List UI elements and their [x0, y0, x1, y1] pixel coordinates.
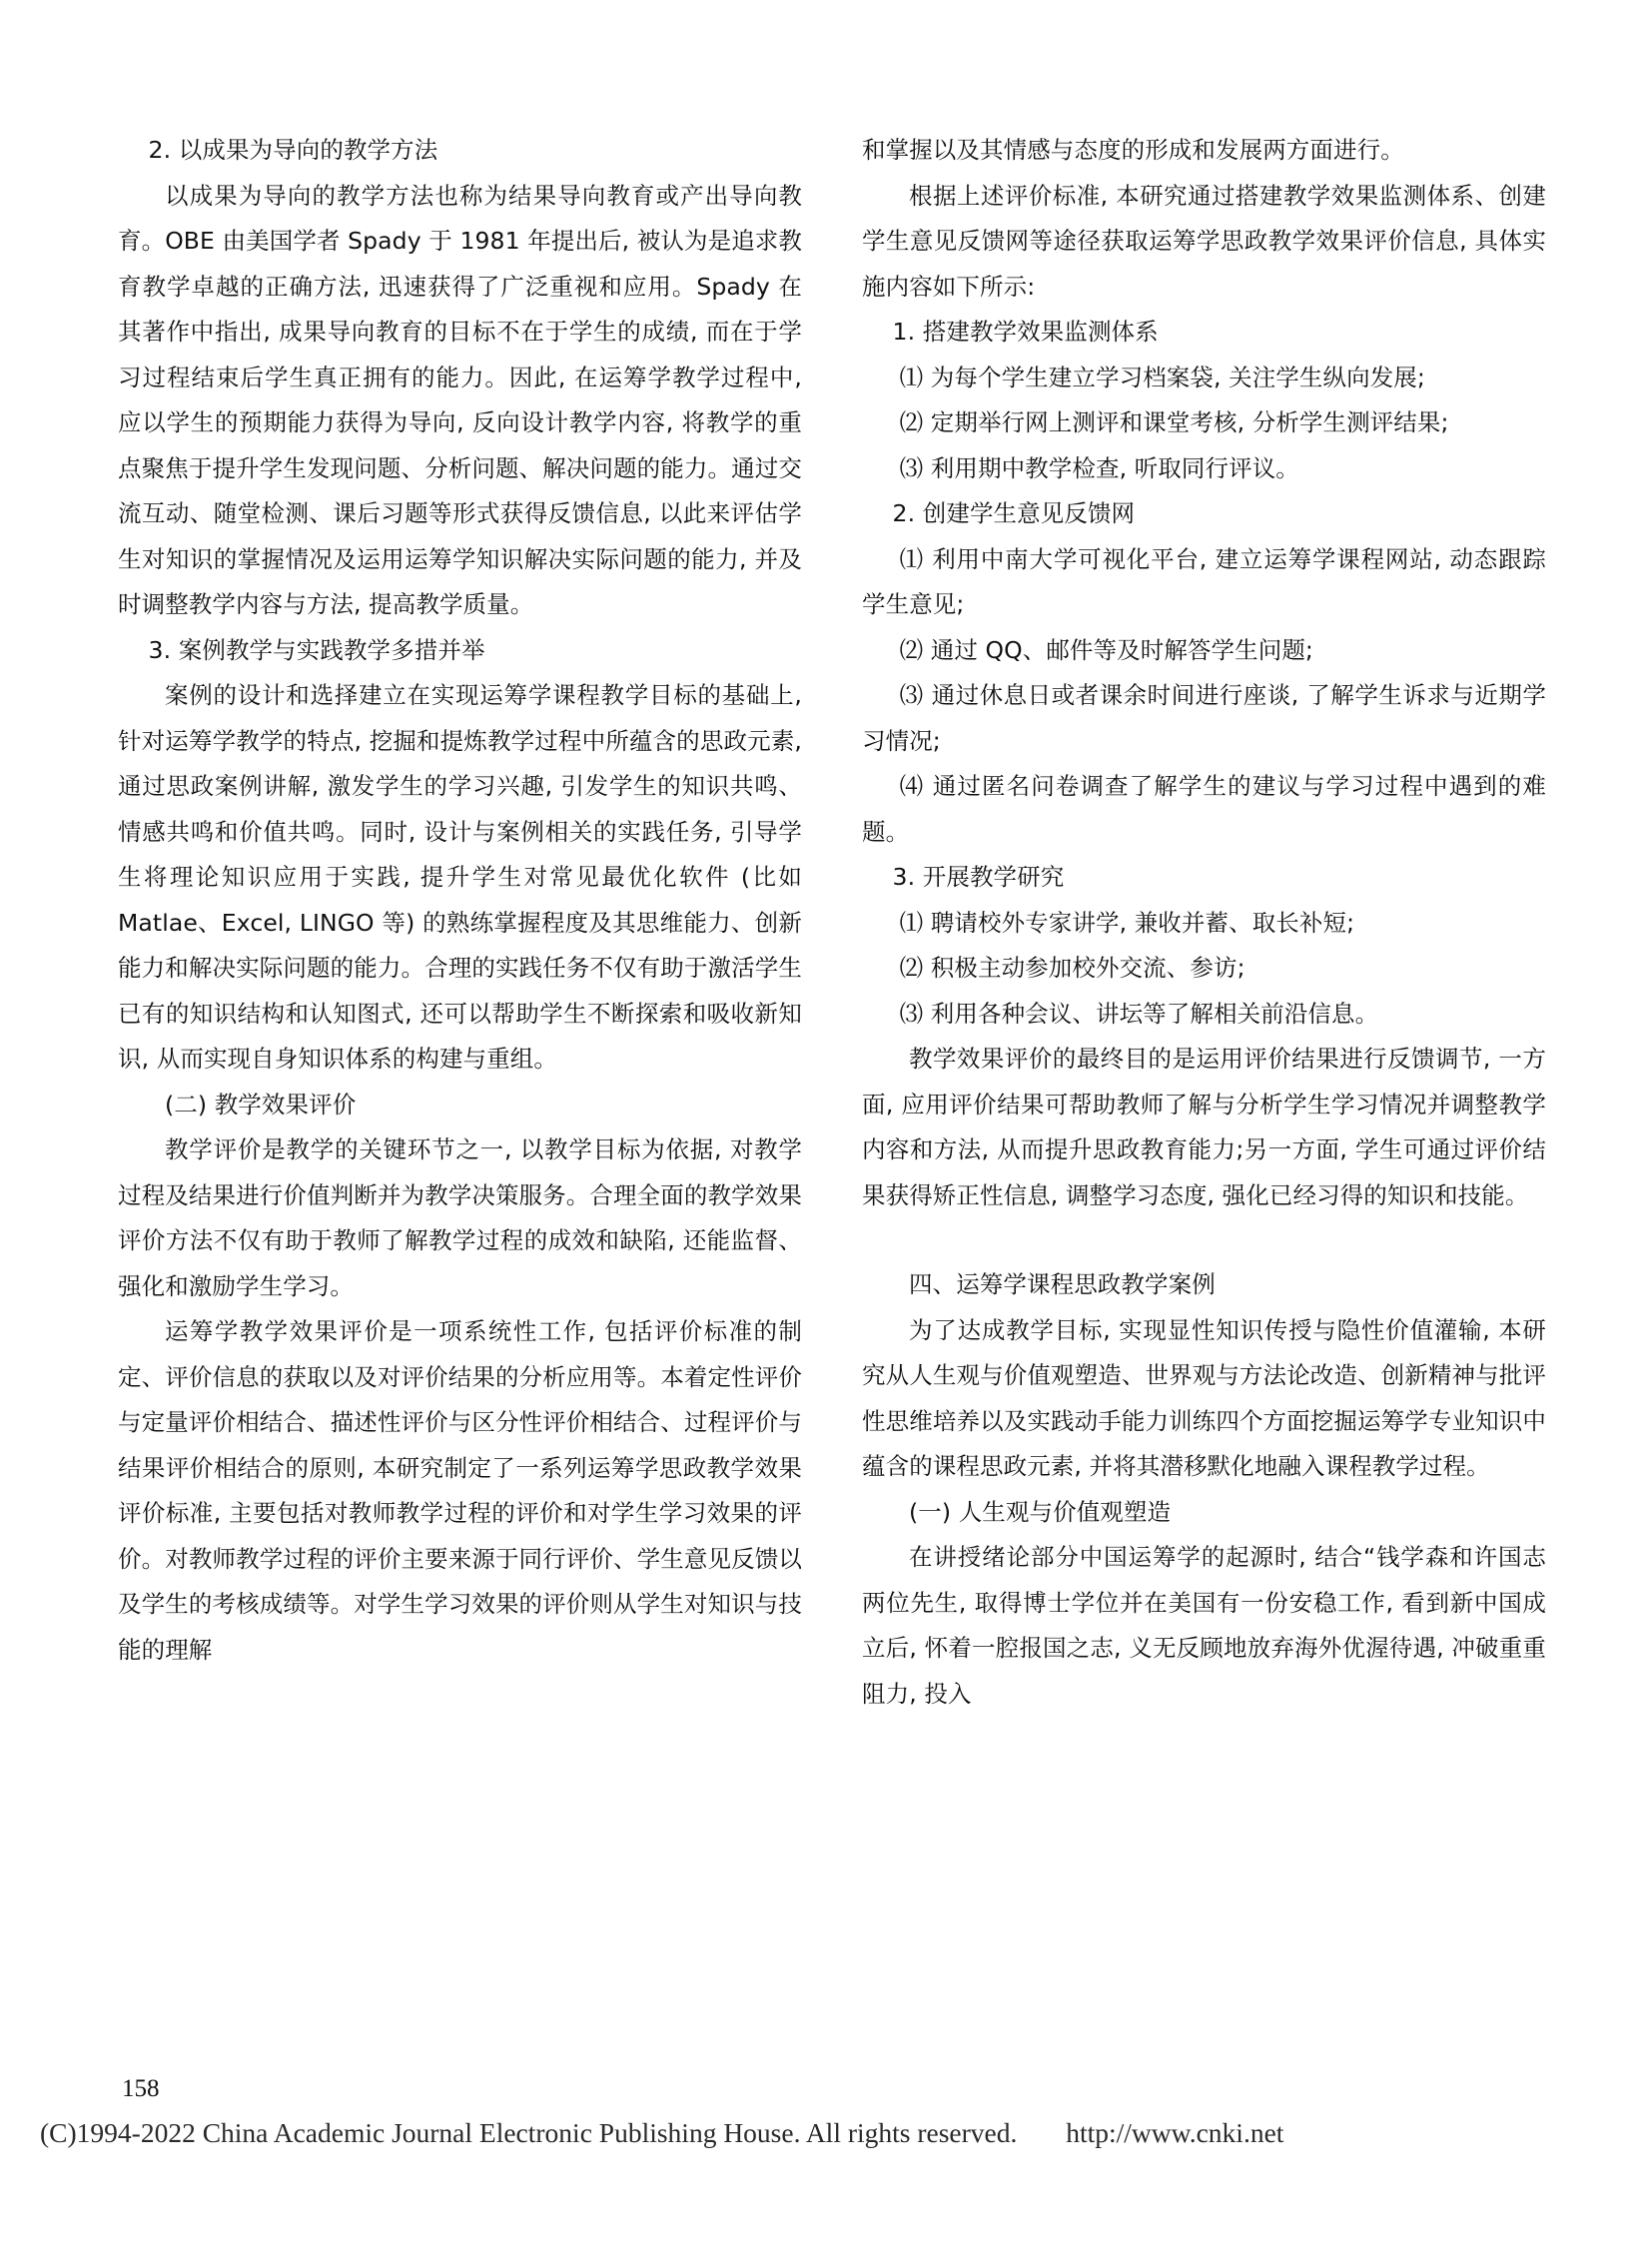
section-spacer [862, 1218, 1546, 1262]
list-item-2-2: ⑵ 通过 QQ、邮件等及时解答学生问题; [899, 635, 1313, 664]
two-column-body [118, 128, 1546, 1717]
right-column [862, 128, 1546, 1717]
footer-copyright-bar [40, 2117, 1618, 2149]
list-item-1-1: ⑴ 为每个学生建立学习档案袋, 关注学生纵向发展; [899, 363, 1425, 391]
heading-section-four-cases: 四、运筹学课程思政教学案例 [909, 1270, 1216, 1298]
paragraph-continued-understanding: 和掌握以及其情感与态度的形成和发展两方面进行。 [862, 136, 1404, 164]
paragraph-obe-intro: 以成果为导向的教学方法也称为结果导向教育或产出导向教育。OBE 由美国学者 Spady 于 1981 年提出后, 被认为是追求教育教学卓越的正确方法, 迅速获得了广泛重视和应用。Spady 在其著作中指出, 成果导向教育的目标不在于学生的成绩, 而在于学习过程结束后学生真正拥有的能力。因此, 在运筹学教学过程中, 应以学生的预期能力获得为导向, 反向设计教学内容, 将教学的重点聚焦于提升学生发现问题、分析问题、解决问题的能力。通过交流互动、随堂检测、课后习题等形式获得反馈信息, 以此来评估学生对知识的掌握情况及运用运筹学知识解决实际问题的能力, 并及时调整教学内容与方法, 提高教学质量。 [118, 181, 802, 618]
heading-2-feedback-network: 2. 创建学生意见反馈网 [892, 499, 1136, 527]
list-item-3-3: ⑶ 利用各种会议、讲坛等了解相关前沿信息。 [899, 999, 1379, 1028]
heading-3-teaching-research: 3. 开展教学研究 [892, 863, 1065, 891]
left-column [118, 128, 802, 1717]
heading-1-monitoring-system: 1. 搭建教学效果监测体系 [892, 318, 1159, 346]
paragraph-evaluation-key-link: 教学评价是教学的关键环节之一, 以教学目标为依据, 对教学过程及结果进行价值判断并为教学决策服务。合理全面的教学效果评价方法不仅有助于教师了解教学过程的成效和缺陷, 还能监督、强化和激励学生学习。 [118, 1135, 802, 1300]
list-item-3-1: ⑴ 聘请校外专家讲学, 兼收并蓄、取长补短; [899, 908, 1355, 937]
heading-3-case-practice-teaching: 3. 案例教学与实践教学多措并举 [148, 635, 485, 664]
paragraph-four-intro: 为了达成教学目标, 实现显性知识传授与隐性价值灌输, 本研究从人生观与价值观塑造、世界观与方法论改造、创新精神与批评性思维培养以及实践动手能力训练四个方面挖掘运筹学专业知识中蕴含的课程思政元素, 并将其潜移默化地融入课程教学过程。 [862, 1315, 1546, 1480]
list-item-2-1: ⑴ 利用中南大学可视化平台, 建立运筹学课程网站, 动态跟踪学生意见; [862, 544, 1546, 618]
footer-url: http://www.cnki.net [1066, 2117, 1284, 2148]
list-item-2-4: ⑷ 通过匿名问卷调查了解学生的建议与学习过程中遇到的难题。 [862, 772, 1546, 846]
paragraph-evaluation-implementation: 根据上述评价标准, 本研究通过搭建教学效果监测体系、创建学生意见反馈网等途径获取运筹学思政教学效果评价信息, 具体实施内容如下所示: [862, 181, 1546, 301]
list-item-2-3: ⑶ 通过休息日或者课余时间进行座谈, 了解学生诉求与近期学习情况; [862, 681, 1546, 755]
list-item-3-2: ⑵ 积极主动参加校外交流、参访; [899, 954, 1245, 982]
heading-sub-one-life-values: (一) 人生观与价值观塑造 [909, 1497, 1172, 1526]
paragraph-qian-xuesen-case: 在讲授绪论部分中国运筹学的起源时, 结合“钱学森和许国志两位先生, 取得博士学位并在美国有一份安稳工作, 看到新中国成立后, 怀着一腔报国之志, 义无反顾地放弃海外优渥待遇, 冲破重重阻力, 投入 [862, 1543, 1546, 1708]
paragraph-case-design: 案例的设计和选择建立在实现运筹学课程教学目标的基础上, 针对运筹学教学的特点, 挖掘和提炼教学过程中所蕴含的思政元素, 通过思政案例讲解, 激发学生的学习兴趣, 引发学生的知识共鸣、情感共鸣和价值共鸣。同时, 设计与案例相关的实践任务, 引导学生将理论知识应用于实践, 提升学生对常见最优化软件 (比如 Matlae、Excel, LINGO 等) 的熟练掌握程度及其思维能力、创新能力和解决实际问题的能力。合理的实践任务不仅有助于激活学生已有的知识结构和认知图式, 还可以帮助学生不断探索和吸收新知识, 从而实现自身知识体系的构建与重组。 [118, 681, 802, 1073]
list-item-1-2: ⑵ 定期举行网上测评和课堂考核, 分析学生测评结果; [899, 408, 1449, 436]
paragraph-evaluation-purpose: 教学效果评价的最终目的是运用评价结果进行反馈调节, 一方面, 应用评价结果可帮助教师了解与分析学生学习情况并调整教学内容和方法, 从而提升思政教育能力;另一方面, 学生可通过评价结果获得矫正性信息, 调整学习态度, 强化已经习得的知识和技能。 [862, 1045, 1546, 1209]
footer-copyright-text: (C)1994-2022 China Academic Journal Electronic Publishing House. All rights reserved. [40, 2117, 1018, 2148]
paragraph-evaluation-system: 运筹学教学效果评价是一项系统性工作, 包括评价标准的制定、评价信息的获取以及对评价结果的分析应用等。本着定性评价与定量评价相结合、描述性评价与区分性评价相结合、过程评价与结果评价相结合的原则, 本研究制定了一系列运筹学思政教学效果评价标准, 主要包括对教师教学过程的评价和对学生学习效果的评价。对教师教学过程的评价主要来源于同行评价、学生意见反馈以及学生的考核成绩等。对学生学习效果的评价则从学生对知识与技能的理解 [118, 1317, 802, 1664]
heading-2-outcome-oriented-teaching: 2. 以成果为导向的教学方法 [148, 136, 438, 164]
page-number: 158 [122, 2075, 160, 2102]
heading-section-2-teaching-effect-evaluation: (二) 教学效果评价 [165, 1090, 357, 1119]
list-item-1-3: ⑶ 利用期中教学检查, 听取同行评议。 [899, 453, 1299, 482]
